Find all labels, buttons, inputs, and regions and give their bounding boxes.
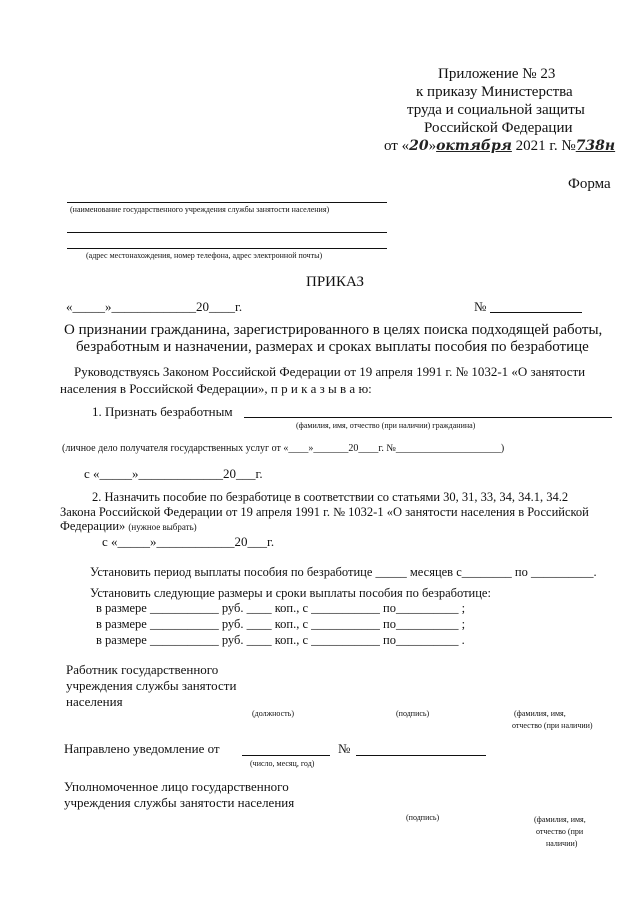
worker-fio-caption-1: (фамилия, имя, (514, 709, 566, 718)
order-subject-line1: О признании гражданина, зарегистрированного в целях поиска подходящей работы, (64, 322, 603, 338)
amount-row-2: в размере ___________ руб. ____ коп., с ___________ по__________ ; (96, 617, 466, 631)
authorized-line1: Уполномоченное лицо государственного (64, 779, 289, 794)
org-address-line[interactable] (67, 248, 387, 249)
item2-line2: Закона Российской Федерации от 19 апреля 1991 г. № 1032-1 «О занятости населения в Российской (60, 505, 589, 519)
order-number-label: № (474, 299, 487, 314)
item2-line3 (60, 519, 197, 534)
authorized-fio-caption-2: отчество (при (536, 827, 584, 836)
org-name-caption: (наименование государственного учреждения службы занятости населения) (70, 205, 330, 214)
authorized-signature-caption: (подпись) (406, 813, 440, 822)
item1-fio-caption: (фамилия, имя, отчество (при наличии) гражданина) (296, 421, 476, 430)
handwritten-month: октября (436, 138, 512, 154)
org-name-line[interactable] (67, 202, 387, 203)
org-name-line-2[interactable] (67, 232, 387, 233)
authorized-line2: учреждения службы занятости населения (64, 795, 295, 810)
amount-row-3: в размере ___________ руб. ____ коп., с ___________ по__________ . (96, 633, 465, 647)
appendix-ministry: труда и социальной защиты (407, 102, 585, 118)
appendix-date-line (384, 138, 615, 155)
authorized-fio-caption-1: (фамилия, имя, (534, 815, 586, 824)
form-label: Форма (568, 176, 611, 192)
order-date-line: «_____»_____________20____г. (66, 299, 243, 314)
handwritten-day: 20 (409, 138, 429, 154)
preamble-line2: населения в Российской Федерации», п р и к а з ы в а ю: (60, 381, 372, 396)
date-mid: » (428, 138, 437, 154)
period-line: Установить период выплаты пособия по безработице _____ месяцев с________ по __________. (90, 565, 597, 579)
amounts-intro: Установить следующие размеры и сроки выплаты пособия по безработице: (90, 586, 491, 600)
org-address-caption: (адрес местонахождения, номер телефона, адрес электронной почты) (86, 251, 323, 260)
item2-line3-text: Федерации» (60, 519, 126, 533)
worker-line2: учреждения службы занятости (66, 678, 237, 693)
appendix-order-ref: к приказу Министерства (416, 84, 573, 100)
date-year: 2021 г. № (511, 138, 576, 154)
item2-since-line: с «_____»____________20___г. (102, 534, 275, 549)
notice-date-line[interactable] (242, 755, 330, 756)
item1-since-line: с «_____»_____________20___г. (84, 466, 263, 481)
notice-label: Направлено уведомление от (64, 741, 220, 756)
amount-row-1: в размере ___________ руб. ____ коп., с ___________ по__________ ; (96, 601, 466, 615)
worker-position-caption: (должность) (252, 709, 294, 718)
worker-line3: населения (66, 694, 123, 709)
item2-line1: 2. Назначить пособие по безработице в соответствии со статьями 30, 31, 33, 34, 34.1, 34.2 (92, 490, 569, 504)
date-prefix: от « (384, 138, 410, 154)
order-number-line[interactable] (490, 312, 582, 313)
worker-line1: Работник государственного (66, 662, 219, 677)
appendix-country: Российской Федерации (424, 120, 573, 136)
order-title: ПРИКАЗ (306, 274, 364, 290)
notice-date-caption: (число, месяц, год) (250, 759, 315, 768)
handwritten-order-number: 738н (575, 138, 616, 154)
item2-choose-note: (нужное выбрать) (128, 522, 197, 532)
item1-case-line: (личное дело получателя государственных услуг от «____»_______20____г. №_____________________) (62, 443, 505, 454)
preamble-line1: Руководствуясь Законом Российской Федерации от 19 апреля 1991 г. № 1032-1 «О занятости (74, 364, 586, 379)
worker-fio-caption-2: отчество (при наличии) (512, 721, 593, 730)
authorized-fio-caption-3: наличии) (546, 839, 578, 848)
item1-fio-line[interactable] (244, 417, 612, 418)
notice-number-label: № (338, 741, 351, 756)
worker-signature-caption: (подпись) (396, 709, 430, 718)
item1-text: 1. Признать безработным (92, 404, 233, 419)
order-subject-line2: безработным и назначении, размерах и сроках выплаты пособия по безработице (76, 339, 589, 355)
appendix-number: Приложение № 23 (438, 66, 556, 82)
notice-number-line[interactable] (356, 755, 486, 756)
